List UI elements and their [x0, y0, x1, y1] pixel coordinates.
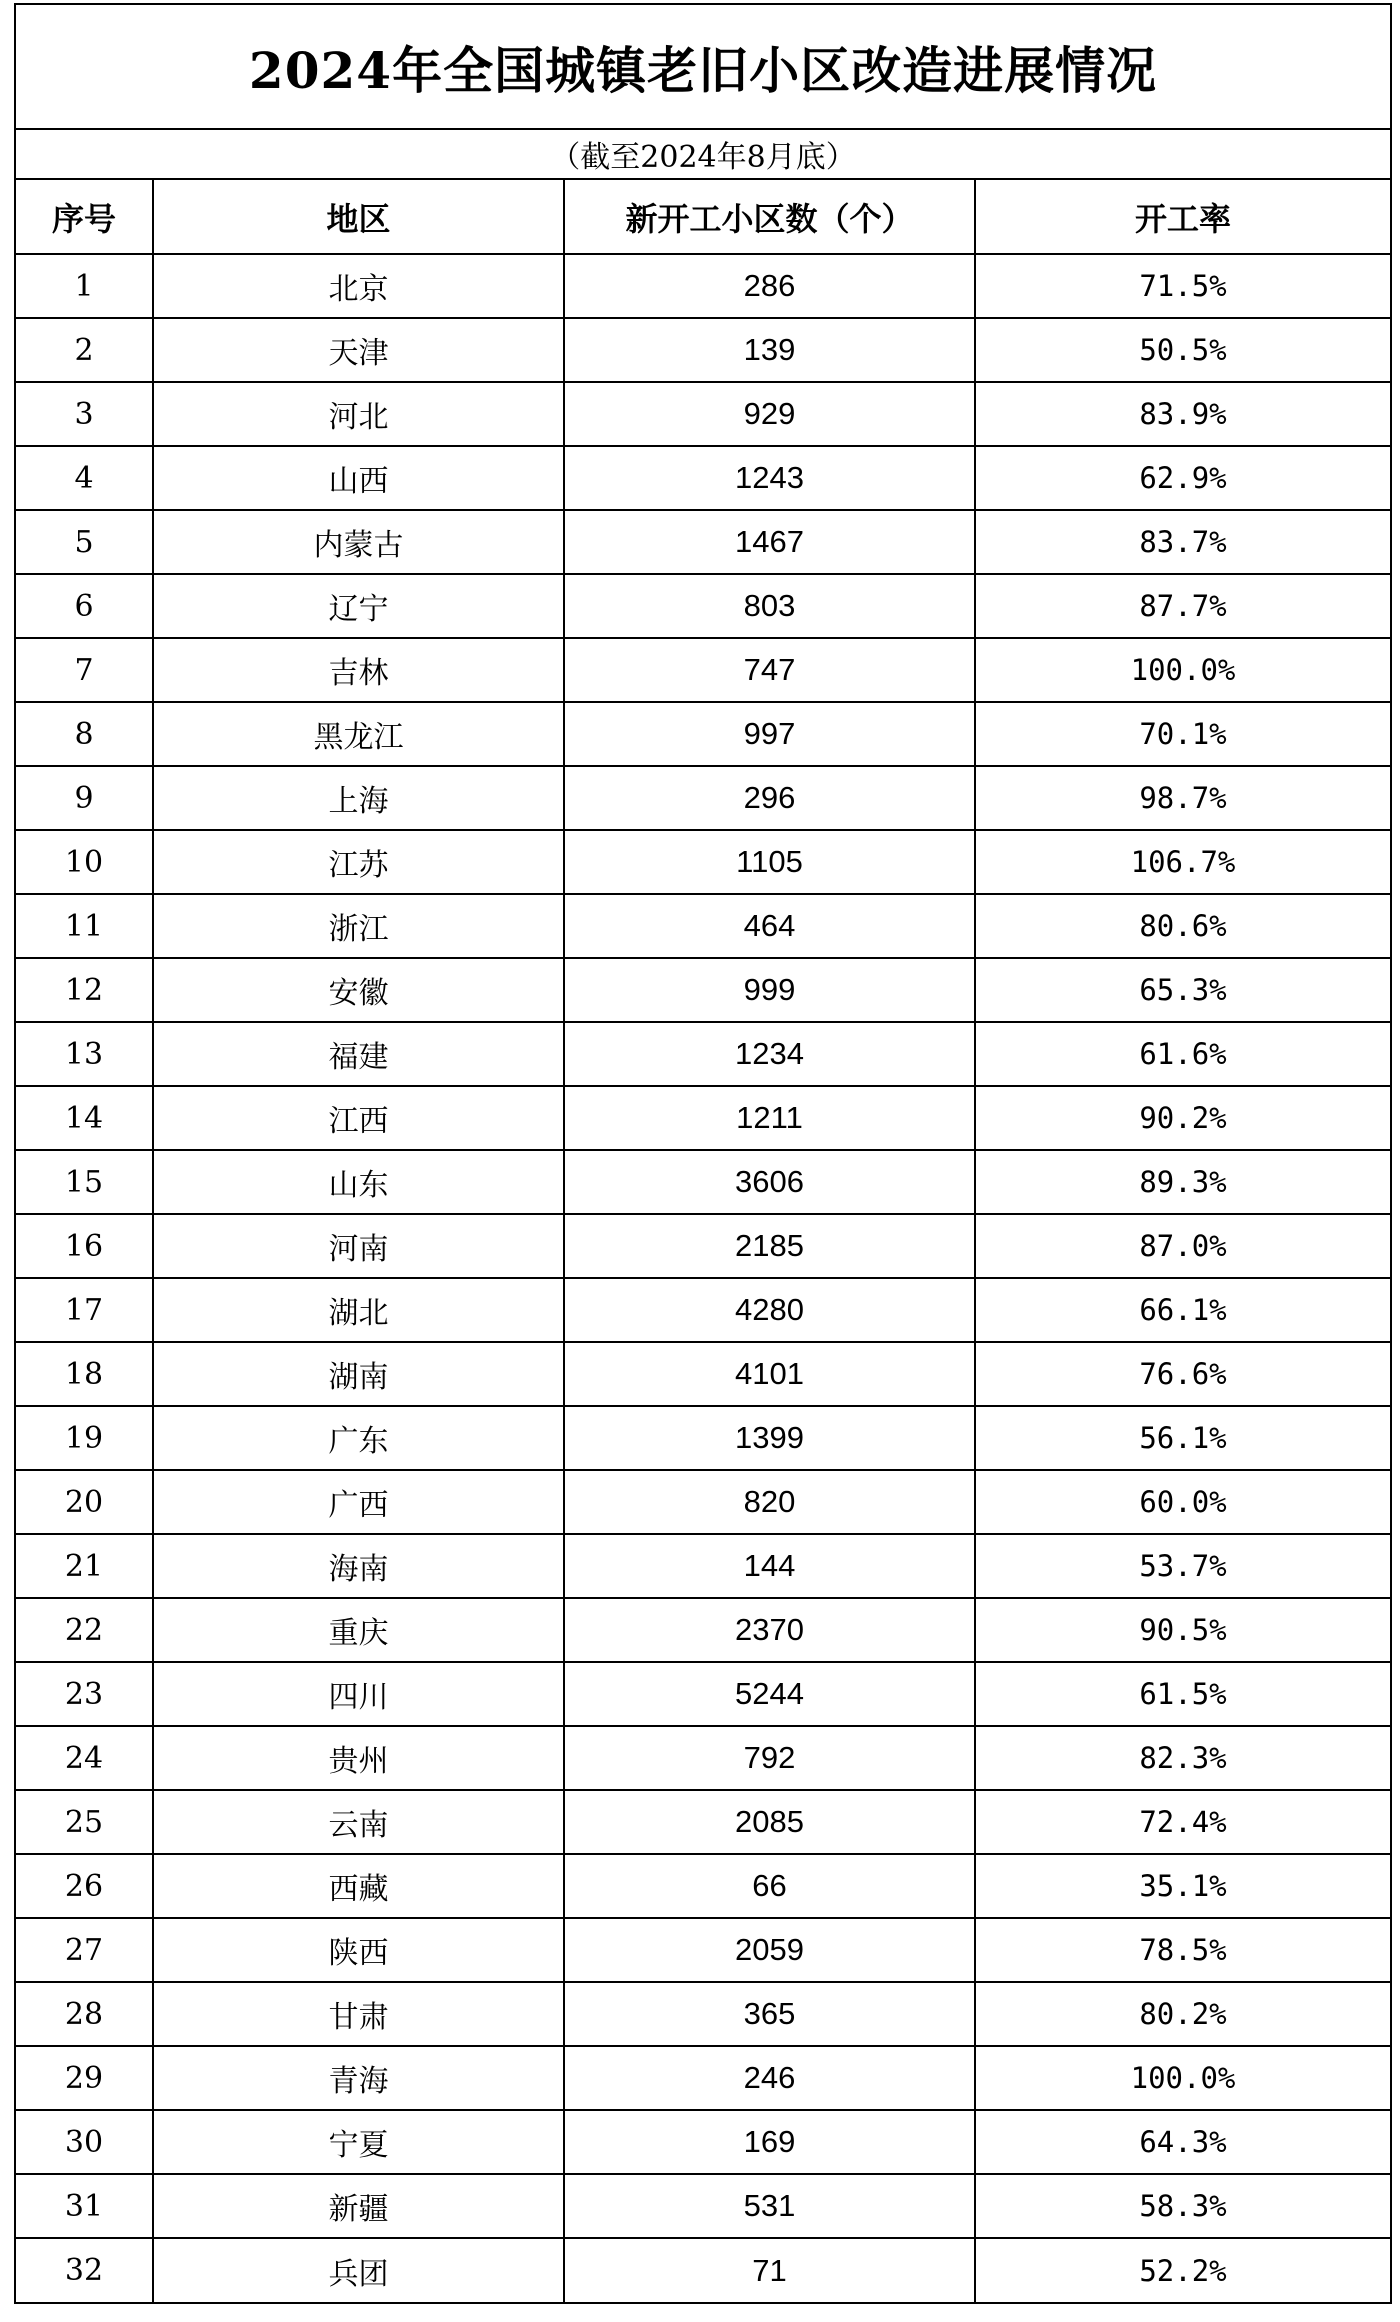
row-index: 7	[16, 638, 153, 702]
row-region: 甘肃	[153, 1982, 564, 2046]
row-new-count: 997	[564, 702, 975, 766]
row-rate: 83.7%	[975, 510, 1390, 574]
table-row	[16, 1726, 1390, 1790]
row-rate: 82.3%	[975, 1726, 1390, 1790]
row-rate: 87.0%	[975, 1214, 1390, 1278]
progress-table-document	[14, 3, 1392, 2304]
row-index: 9	[16, 766, 153, 830]
table-row	[16, 446, 1390, 510]
row-index: 29	[16, 2046, 153, 2110]
row-region: 浙江	[153, 894, 564, 958]
row-new-count: 464	[564, 894, 975, 958]
row-index: 10	[16, 830, 153, 894]
table-row	[16, 1342, 1390, 1406]
table-row	[16, 766, 1390, 830]
table-row	[16, 1086, 1390, 1150]
table-row	[16, 1278, 1390, 1342]
row-new-count: 71	[564, 2238, 975, 2302]
row-region: 福建	[153, 1022, 564, 1086]
row-new-count: 531	[564, 2174, 975, 2238]
table-row	[16, 2238, 1390, 2302]
table-row	[16, 894, 1390, 958]
row-index: 30	[16, 2110, 153, 2174]
row-new-count: 2370	[564, 1598, 975, 1662]
row-new-count: 747	[564, 638, 975, 702]
table-row	[16, 1022, 1390, 1086]
row-index: 32	[16, 2238, 153, 2302]
row-region: 广西	[153, 1470, 564, 1534]
row-region: 山西	[153, 446, 564, 510]
row-new-count: 1243	[564, 446, 975, 510]
row-rate: 62.9%	[975, 446, 1390, 510]
table-row	[16, 830, 1390, 894]
header-index: 序号	[16, 180, 153, 254]
row-region: 内蒙古	[153, 510, 564, 574]
row-new-count: 792	[564, 1726, 975, 1790]
row-index: 17	[16, 1278, 153, 1342]
row-new-count: 3606	[564, 1150, 975, 1214]
row-rate: 50.5%	[975, 318, 1390, 382]
title-row	[16, 5, 1390, 130]
row-rate: 78.5%	[975, 1918, 1390, 1982]
row-region: 河南	[153, 1214, 564, 1278]
row-index: 25	[16, 1790, 153, 1854]
table-row	[16, 1982, 1390, 2046]
row-rate: 70.1%	[975, 702, 1390, 766]
row-region: 宁夏	[153, 2110, 564, 2174]
row-region: 广东	[153, 1406, 564, 1470]
row-region: 天津	[153, 318, 564, 382]
table-row	[16, 2110, 1390, 2174]
row-rate: 76.6%	[975, 1342, 1390, 1406]
document-subtitle: （截至2024年8月底）	[550, 140, 856, 175]
row-region: 吉林	[153, 638, 564, 702]
row-rate: 35.1%	[975, 1854, 1390, 1918]
row-new-count: 929	[564, 382, 975, 446]
row-index: 13	[16, 1022, 153, 1086]
row-index: 12	[16, 958, 153, 1022]
row-index: 11	[16, 894, 153, 958]
row-rate: 83.9%	[975, 382, 1390, 446]
row-rate: 106.7%	[975, 830, 1390, 894]
table-row	[16, 2046, 1390, 2110]
row-new-count: 296	[564, 766, 975, 830]
row-index: 18	[16, 1342, 153, 1406]
row-new-count: 803	[564, 574, 975, 638]
row-region: 云南	[153, 1790, 564, 1854]
table-row	[16, 1214, 1390, 1278]
row-region: 兵团	[153, 2238, 564, 2302]
row-index: 14	[16, 1086, 153, 1150]
row-new-count: 1105	[564, 830, 975, 894]
row-index: 6	[16, 574, 153, 638]
row-new-count: 1234	[564, 1022, 975, 1086]
table-row	[16, 638, 1390, 702]
row-index: 31	[16, 2174, 153, 2238]
row-region: 贵州	[153, 1726, 564, 1790]
row-index: 26	[16, 1854, 153, 1918]
row-region: 西藏	[153, 1854, 564, 1918]
row-new-count: 66	[564, 1854, 975, 1918]
row-index: 2	[16, 318, 153, 382]
table-row	[16, 1534, 1390, 1598]
row-rate: 64.3%	[975, 2110, 1390, 2174]
row-region: 上海	[153, 766, 564, 830]
row-new-count: 2185	[564, 1214, 975, 1278]
row-index: 5	[16, 510, 153, 574]
row-rate: 100.0%	[975, 2046, 1390, 2110]
row-new-count: 1211	[564, 1086, 975, 1150]
row-index: 24	[16, 1726, 153, 1790]
row-rate: 61.6%	[975, 1022, 1390, 1086]
row-rate: 66.1%	[975, 1278, 1390, 1342]
row-index: 15	[16, 1150, 153, 1214]
row-new-count: 820	[564, 1470, 975, 1534]
row-region: 安徽	[153, 958, 564, 1022]
row-rate: 53.7%	[975, 1534, 1390, 1598]
row-new-count: 999	[564, 958, 975, 1022]
row-new-count: 2059	[564, 1918, 975, 1982]
header-rate: 开工率	[975, 180, 1390, 254]
table-row	[16, 1790, 1390, 1854]
row-rate: 58.3%	[975, 2174, 1390, 2238]
row-region: 河北	[153, 382, 564, 446]
row-index: 21	[16, 1534, 153, 1598]
row-index: 22	[16, 1598, 153, 1662]
header-row	[16, 180, 1390, 254]
row-rate: 56.1%	[975, 1406, 1390, 1470]
table-row	[16, 2174, 1390, 2238]
row-index: 20	[16, 1470, 153, 1534]
row-region: 青海	[153, 2046, 564, 2110]
table-row	[16, 574, 1390, 638]
table-row	[16, 1470, 1390, 1534]
row-region: 海南	[153, 1534, 564, 1598]
row-index: 19	[16, 1406, 153, 1470]
row-rate: 100.0%	[975, 638, 1390, 702]
row-rate: 90.5%	[975, 1598, 1390, 1662]
row-new-count: 246	[564, 2046, 975, 2110]
row-rate: 98.7%	[975, 766, 1390, 830]
row-new-count: 169	[564, 2110, 975, 2174]
row-index: 3	[16, 382, 153, 446]
row-new-count: 5244	[564, 1662, 975, 1726]
row-rate: 80.2%	[975, 1982, 1390, 2046]
row-new-count: 144	[564, 1534, 975, 1598]
row-rate: 72.4%	[975, 1790, 1390, 1854]
row-region: 湖北	[153, 1278, 564, 1342]
table-row	[16, 1662, 1390, 1726]
table-body	[16, 254, 1390, 2302]
row-rate: 89.3%	[975, 1150, 1390, 1214]
row-rate: 61.5%	[975, 1662, 1390, 1726]
header-new-count: 新开工小区数（个）	[564, 180, 975, 254]
table-row	[16, 1598, 1390, 1662]
row-new-count: 1467	[564, 510, 975, 574]
row-rate: 90.2%	[975, 1086, 1390, 1150]
row-new-count: 139	[564, 318, 975, 382]
row-region: 湖南	[153, 1342, 564, 1406]
row-region: 陕西	[153, 1918, 564, 1982]
row-new-count: 365	[564, 1982, 975, 2046]
row-index: 23	[16, 1662, 153, 1726]
row-region: 江西	[153, 1086, 564, 1150]
row-new-count: 286	[564, 254, 975, 318]
row-rate: 52.2%	[1139, 2253, 1227, 2288]
row-index: 8	[16, 702, 153, 766]
row-rate: 60.0%	[975, 1470, 1390, 1534]
table-row	[16, 382, 1390, 446]
row-region: 重庆	[153, 1598, 564, 1662]
row-index: 27	[16, 1918, 153, 1982]
table-row	[16, 1918, 1390, 1982]
table-row	[16, 1150, 1390, 1214]
row-region: 北京	[153, 254, 564, 318]
table-row	[16, 318, 1390, 382]
table-row	[16, 702, 1390, 766]
row-index: 28	[16, 1982, 153, 2046]
row-rate: 87.7%	[975, 574, 1390, 638]
table-row	[16, 1854, 1390, 1918]
subtitle-row	[16, 130, 1390, 180]
data-table	[16, 180, 1390, 2302]
row-region: 山东	[153, 1150, 564, 1214]
row-new-count: 4101	[564, 1342, 975, 1406]
row-region: 江苏	[153, 830, 564, 894]
row-rate: 80.6%	[975, 894, 1390, 958]
table-row	[16, 254, 1390, 318]
row-rate: 71.5%	[975, 254, 1390, 318]
row-new-count: 4280	[564, 1278, 975, 1342]
row-region: 辽宁	[153, 574, 564, 638]
table-row	[16, 1406, 1390, 1470]
row-region: 四川	[153, 1662, 564, 1726]
row-index: 16	[16, 1214, 153, 1278]
row-index: 1	[16, 254, 153, 318]
row-index: 4	[16, 446, 153, 510]
table-row	[16, 958, 1390, 1022]
row-new-count: 1399	[564, 1406, 975, 1470]
header-region: 地区	[153, 180, 564, 254]
row-rate: 65.3%	[975, 958, 1390, 1022]
row-region: 新疆	[153, 2174, 564, 2238]
row-region: 黑龙江	[153, 702, 564, 766]
document-title: 2024年全国城镇老旧小区改造进展情况	[248, 40, 1158, 100]
table-row	[16, 510, 1390, 574]
row-new-count: 2085	[564, 1790, 975, 1854]
